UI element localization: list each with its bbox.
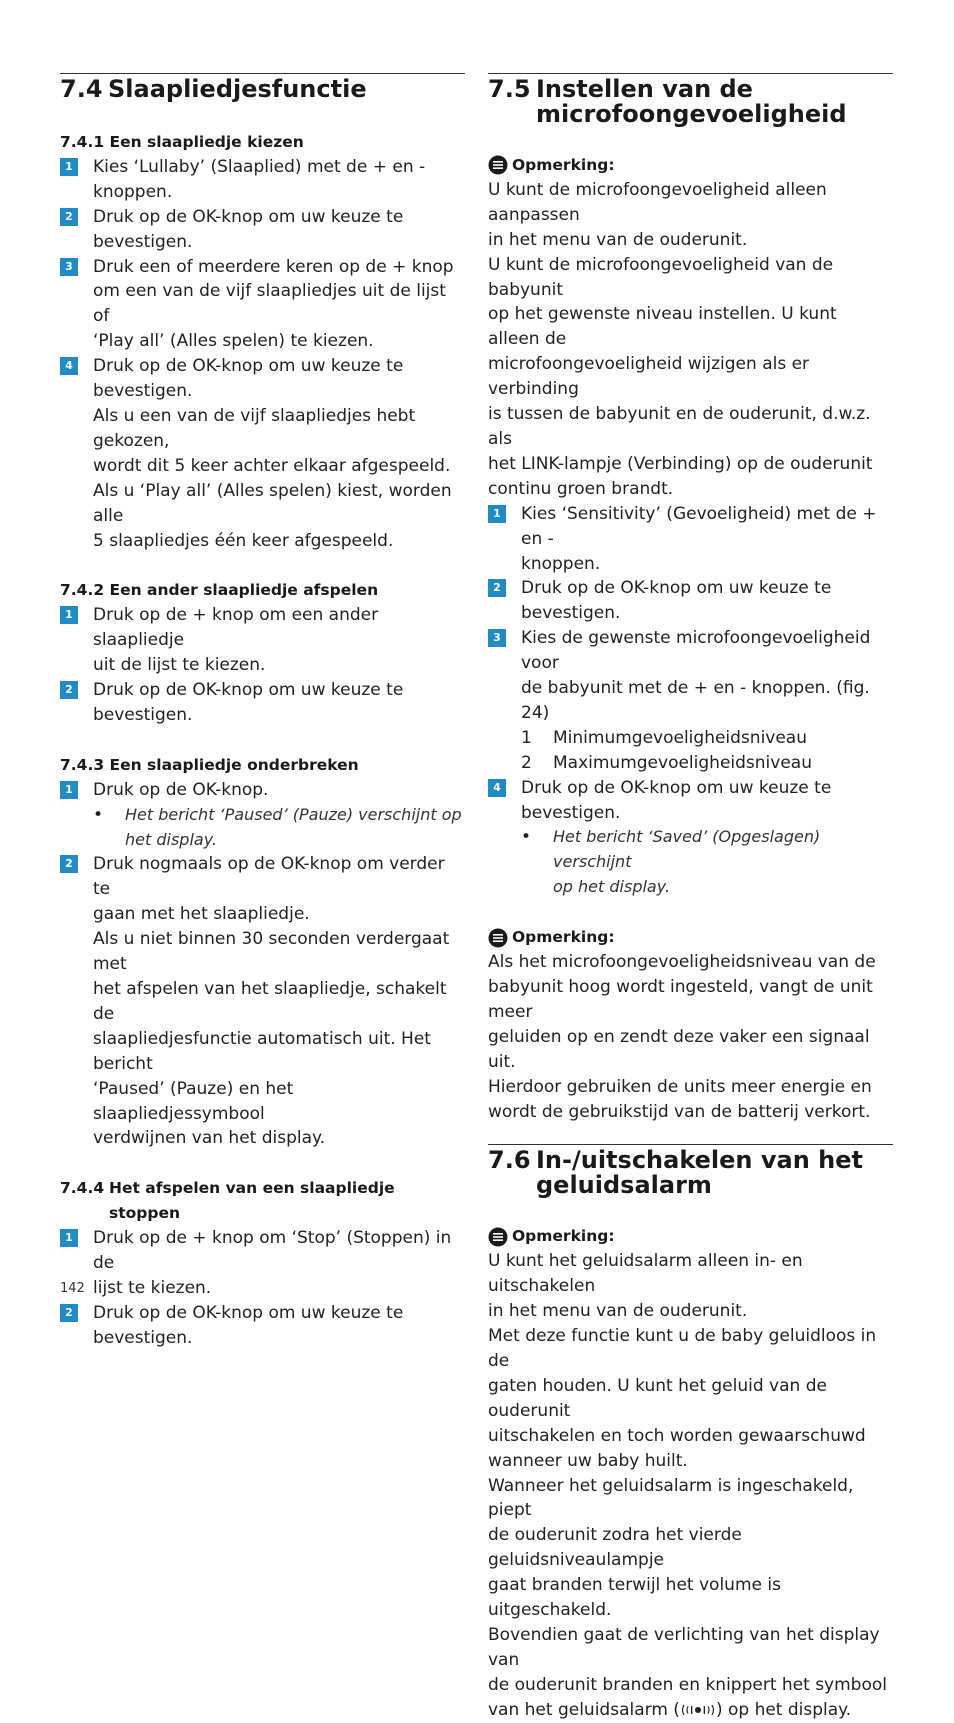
section-heading-7-5	[488, 77, 893, 127]
step-text: bevestigen.	[93, 231, 193, 252]
step-badge: 1	[488, 505, 506, 523]
note-text: Hierdoor gebruiken de units meer energie en	[488, 1076, 872, 1097]
paragraph-line: continu groen brandt.	[488, 478, 674, 499]
bullet-item	[488, 825, 893, 900]
step-text: Als u niet binnen 30 seconden verdergaat met	[93, 929, 450, 975]
step-text: ‘Paused’ (Pauze) en het slaapliedjessymbool	[93, 1078, 294, 1124]
step-text: ‘Play all’ (Alles spelen) te kiezen.	[93, 331, 374, 352]
subsection-heading-7-4-1: 7.4.1 Een slaapliedje kiezen	[60, 133, 304, 151]
note-icon	[488, 1227, 508, 1247]
section-heading-7-6	[488, 1148, 893, 1198]
step-badge: 2	[60, 208, 78, 226]
paragraph-line: gaten houden. U kunt het geluid van de ouderunit	[488, 1375, 827, 1421]
note-icon	[488, 928, 508, 948]
step-text: bevestigen.	[521, 802, 621, 823]
note-text: U kunt het geluidsalarm alleen in- en uitschakelen	[488, 1251, 803, 1297]
level-number: 1	[521, 727, 532, 748]
step-3	[488, 626, 893, 726]
step-badge: 3	[488, 629, 506, 647]
section-number: 7.5	[488, 75, 531, 103]
step-badge: 1	[60, 158, 78, 176]
note-label: Opmerking:	[512, 156, 615, 174]
paragraph-line	[488, 1698, 893, 1723]
step-1	[60, 155, 465, 205]
step-2	[488, 576, 893, 626]
paragraph-line: Met deze functie kunt u de baby geluidloos in de	[488, 1326, 877, 1371]
step-1	[60, 1226, 465, 1301]
step-text: het afspelen van het slaapliedje, schakelt de	[93, 979, 447, 1024]
step-text: Druk op de + knop om een ander slaapliedje	[93, 605, 379, 651]
right-column	[488, 73, 893, 1723]
step-text: Druk op de OK-knop.	[93, 779, 269, 800]
step-text: Kies de gewenste microfoongevoeligheid voor	[521, 628, 871, 674]
section-title: Slaapliedjesfunctie	[108, 75, 367, 103]
section-title: geluidsalarm	[536, 1171, 712, 1200]
note-heading	[488, 153, 893, 178]
note-text: Als het microfoongevoeligheidsniveau van de	[488, 952, 876, 973]
paragraph-line: uitschakelen en toch worden gewaarschuwd	[488, 1425, 866, 1446]
paragraph-line: het LINK-lampje (Verbinding) op de ouderunit	[488, 453, 873, 474]
left-column	[60, 73, 465, 1351]
level-item	[488, 751, 893, 776]
bullet-text: het display.	[125, 829, 217, 849]
note-icon	[488, 155, 508, 175]
step-text: Druk op de OK-knop om uw keuze te	[521, 777, 832, 798]
step-text: lijst te kiezen.	[93, 1277, 212, 1298]
step-badge: 2	[60, 1304, 78, 1322]
step-badge: 4	[60, 357, 78, 375]
subsection-number: 7.4.4	[60, 1179, 105, 1198]
paragraph-line: gaat branden terwijl het volume is uitgeschakeld.	[488, 1575, 781, 1621]
bullet-dot: •	[93, 804, 104, 825]
step-badge: 1	[60, 606, 78, 624]
note-text: in het menu van de ouderunit.	[488, 1301, 748, 1322]
section-rule	[488, 73, 893, 74]
section-heading-7-4	[60, 77, 465, 102]
step-text: Als u een van de vijf slaapliedjes hebt gekozen,	[93, 405, 416, 451]
step-text: Druk op de + knop om ‘Stop’ (Stoppen) in de	[93, 1228, 452, 1274]
step-text: gaan met het slaapliedje.	[93, 904, 310, 925]
step-text: verdwijnen van het display.	[93, 1128, 326, 1149]
paragraph-line: Wanneer het geluidsalarm is ingeschakeld, piept	[488, 1475, 854, 1521]
step-text: knoppen.	[521, 553, 601, 574]
section-number: 7.4	[60, 75, 103, 103]
step-text: Kies ‘Sensitivity’ (Gevoeligheid) met de + en -	[521, 503, 877, 549]
step-text: Druk een of meerdere keren op de + knop	[93, 256, 454, 277]
step-text: uit de lijst te kiezen.	[93, 655, 266, 676]
subsection-heading-7-4-2: 7.4.2 Een ander slaapliedje afspelen	[60, 581, 379, 600]
step-1	[488, 502, 893, 577]
step-badge: 4	[488, 779, 506, 797]
step-text: wordt dit 5 keer achter elkaar afgespeeld.	[93, 455, 451, 476]
step-badge: 1	[60, 1229, 78, 1247]
step-text: bevestigen.	[93, 381, 193, 402]
note-heading	[488, 1224, 893, 1249]
step-text: knoppen.	[93, 181, 173, 202]
subsection-heading-7-4-3: 7.4.3 Een slaapliedje onderbreken	[60, 755, 359, 774]
step-4	[488, 776, 893, 826]
section-rule	[488, 1144, 893, 1145]
step-3	[60, 255, 465, 355]
page-number: 142	[60, 1281, 85, 1296]
section-rule	[60, 73, 465, 74]
paragraph-line: wanneer uw baby huilt.	[488, 1450, 688, 1471]
paragraph-line: de ouderunit zodra het vierde geluidsniveaulampje	[488, 1525, 742, 1571]
bullet-text: Het bericht ‘Paused’ (Pauze) verschijnt op	[125, 804, 462, 824]
note-text: wordt de gebruikstijd van de batterij verkort.	[488, 1101, 871, 1122]
paragraph-text: van het geluidsalarm (	[488, 1699, 680, 1720]
step-1	[60, 603, 465, 678]
note-text: in het menu van de ouderunit.	[488, 229, 748, 250]
section-title: microfoongevoeligheid	[536, 100, 847, 128]
step-4	[60, 354, 465, 553]
note-heading	[488, 925, 893, 950]
subsection-heading-7-4-4	[60, 1176, 465, 1226]
step-2	[60, 1301, 465, 1351]
note-label: Opmerking:	[512, 928, 615, 947]
step-badge: 3	[60, 258, 78, 276]
bullet-dot: •	[521, 827, 532, 848]
step-badge: 2	[60, 855, 78, 873]
subsection-title: Het afspelen van een slaapliedje	[109, 1179, 395, 1198]
step-text: Kies ‘Lullaby’ (Slaaplied) met de + en -	[93, 156, 426, 177]
paragraph-line: microfoongevoeligheid wijzigen als er verbinding	[488, 354, 810, 400]
paragraph-line: Bovendien gaat de verlichting van het display van	[488, 1624, 880, 1670]
step-text: 5 slaapliedjes één keer afgespeeld.	[93, 530, 394, 551]
bullet-text: Het bericht ‘Saved’ (Opgeslagen) verschijnt	[553, 827, 821, 872]
paragraph-line: op het gewenste niveau instellen. U kunt alleen de	[488, 304, 837, 350]
step-badge: 2	[60, 681, 78, 699]
step-text: bevestigen.	[93, 704, 193, 725]
note-text: geluiden op en zendt deze vaker een signaal uit.	[488, 1026, 870, 1072]
step-1	[60, 778, 465, 803]
paragraph-line: U kunt de microfoongevoeligheid van de babyunit	[488, 254, 834, 300]
step-text: Druk op de OK-knop om uw keuze te	[93, 206, 404, 227]
level-text: Maximumgevoeligheidsniveau	[553, 752, 812, 773]
step-text: Druk op de OK-knop om uw keuze te	[93, 680, 404, 701]
step-text: Druk op de OK-knop om uw keuze te	[93, 1302, 404, 1323]
section-number: 7.6	[488, 1146, 531, 1175]
step-text: Druk op de OK-knop om uw keuze te	[521, 578, 832, 599]
step-text: om een van de vijf slaapliedjes uit de lijst of	[93, 281, 446, 327]
subsection-title: stoppen	[109, 1204, 181, 1223]
step-text: de babyunit met de + en - knoppen. (fig. 24)	[521, 678, 870, 723]
section-title: Instellen van de	[536, 75, 753, 103]
step-text: Druk op de OK-knop om uw keuze te	[93, 356, 404, 377]
step-text: Als u ‘Play all’ (Alles spelen) kiest, worden alle	[93, 480, 452, 526]
step-2	[60, 678, 465, 728]
note-text: babyunit hoog wordt ingesteld, vangt de unit meer	[488, 977, 873, 1022]
step-text: bevestigen.	[93, 1327, 193, 1348]
note-label: Opmerking:	[512, 1227, 615, 1246]
paragraph-line: de ouderunit branden en knippert het symbool	[488, 1674, 887, 1695]
step-text: bevestigen.	[521, 603, 621, 624]
paragraph-line: is tussen de babyunit en de ouderunit, d.w.z. als	[488, 404, 871, 449]
bullet-text: op het display.	[553, 877, 671, 897]
step-badge: 1	[60, 781, 78, 799]
step-2	[60, 852, 465, 1151]
level-item	[488, 726, 893, 751]
step-badge: 2	[488, 579, 506, 597]
step-text: Druk nogmaals op de OK-knop om verder te	[93, 854, 445, 900]
note-text: U kunt de microfoongevoeligheid alleen aanpassen	[488, 179, 827, 225]
step-text: slaapliedjesfunctie automatisch uit. Het bericht	[93, 1028, 431, 1074]
bullet-item	[60, 803, 465, 853]
section-title: In-/uitschakelen van het	[536, 1146, 863, 1175]
level-text: Minimumgevoeligheidsniveau	[553, 727, 808, 748]
level-number: 2	[521, 752, 532, 773]
step-2	[60, 205, 465, 255]
sound-alarm-icon	[680, 1704, 716, 1716]
paragraph-text: ) op het display.	[715, 1699, 852, 1720]
